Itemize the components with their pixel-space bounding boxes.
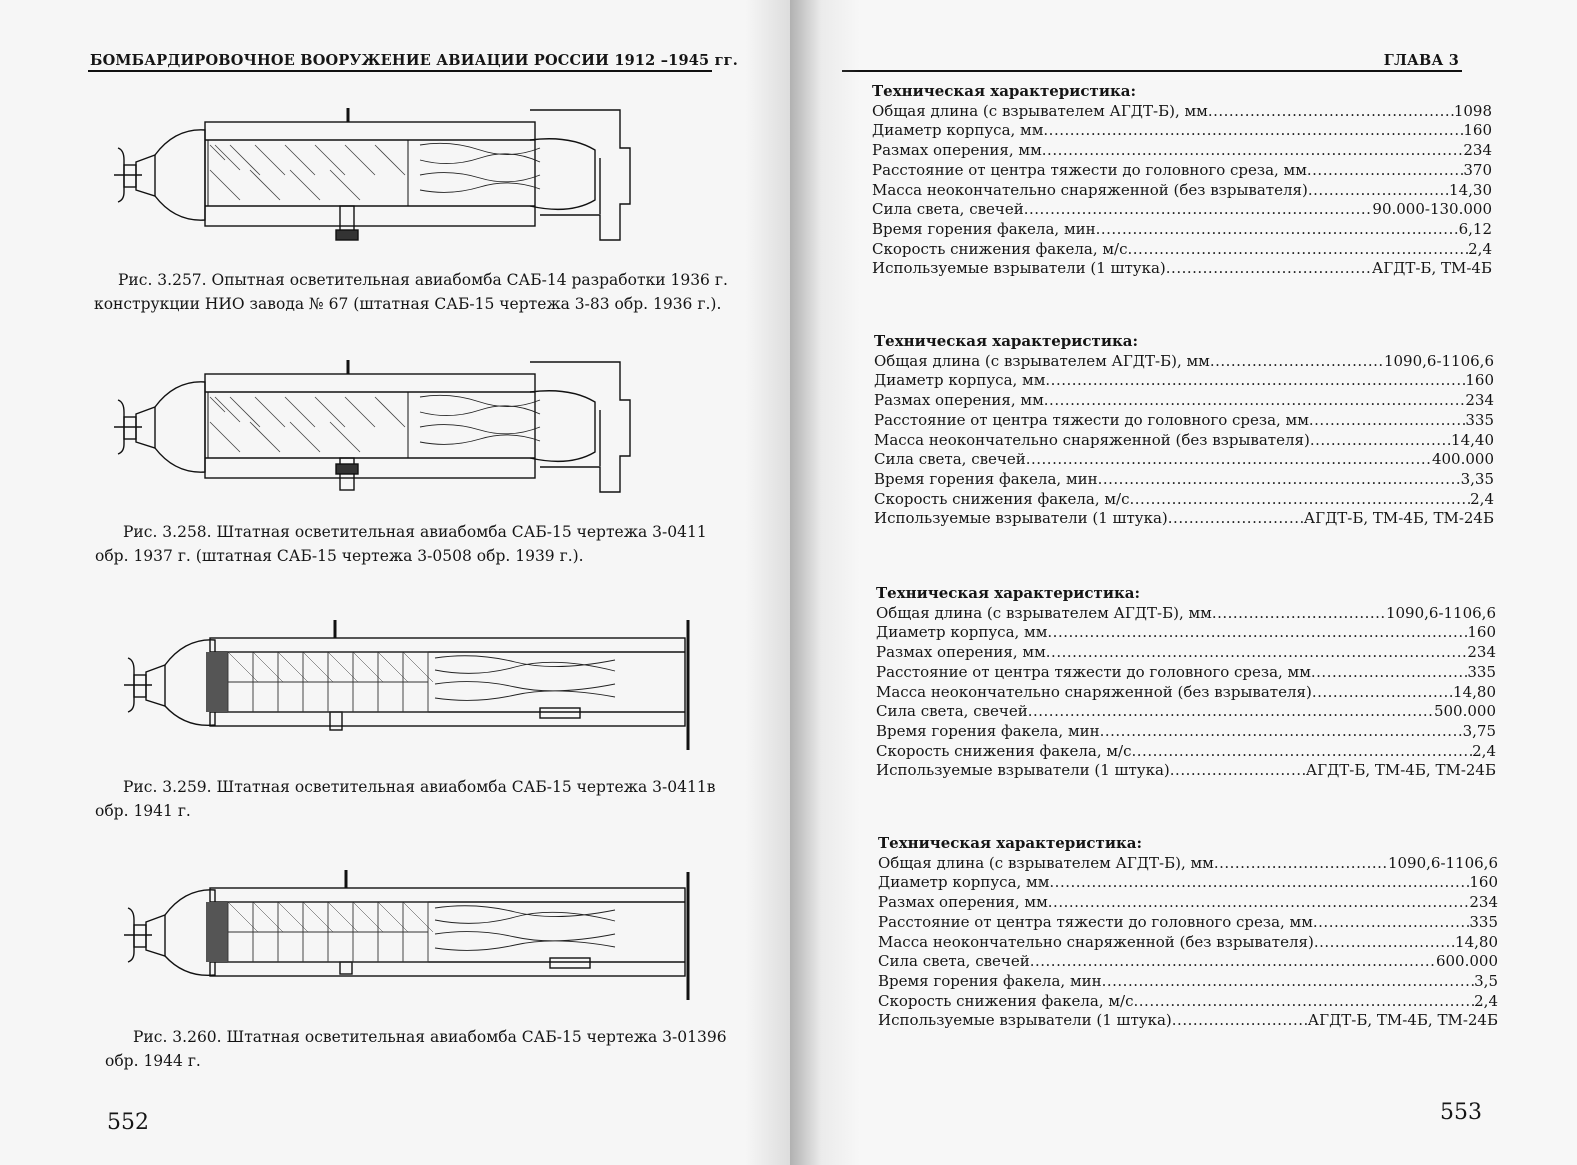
bomb-drawing-fig-3-259 xyxy=(110,610,710,760)
bomb-drawing-fig-3-260 xyxy=(110,860,710,1010)
spec-row: Скорость снижения факела, м/с ..... 2,4 xyxy=(876,742,1496,762)
spec-row: Используемые взрыватели (1 штука) ..... АГДТ-Б, ТМ-4Б xyxy=(872,259,1492,279)
spec-row: Время горения факела, мин ..... 3,5 xyxy=(878,972,1498,992)
spec-row: Используемые взрыватели (1 штука) ..... АГДТ-Б, ТМ-4Б, ТМ-24Б xyxy=(878,1011,1498,1031)
caption-line: Рис. 3.259. Штатная осветительная авиабомба САБ-15 чертежа 3-0411в xyxy=(123,778,716,796)
spec-row: Размах оперения, мм ..... 234 xyxy=(876,643,1496,663)
caption-line: Рис. 3.260. Штатная осветительная авиабомба САБ-15 чертежа 3-01396 xyxy=(133,1028,727,1046)
spec-row: Используемые взрыватели (1 штука) ..... АГДТ-Б, ТМ-4Б, ТМ-24Б xyxy=(876,761,1496,781)
spec-row: Диаметр корпуса, мм ..... 160 xyxy=(874,371,1494,391)
bomb-drawing-fig-3-258 xyxy=(100,352,710,502)
spec-title: Техническая характеристика: xyxy=(878,834,1143,852)
spec-row: Скорость снижения факела, м/с ..... 2,4 xyxy=(872,240,1492,260)
caption-line: конструкции НИО завода № 67 (штатная САБ-15 чертежа 3-83 обр. 1936 г.). xyxy=(94,295,722,313)
spec-row: Диаметр корпуса, мм ..... 160 xyxy=(876,623,1496,643)
spec-row: Размах оперения, мм ..... 234 xyxy=(872,141,1492,161)
caption-line: обр. 1944 г. xyxy=(105,1052,201,1070)
spec-row: Масса неокончательно снаряженной (без взрывателя) ..... 14,40 xyxy=(874,431,1494,451)
caption-line: Рис. 3.257. Опытная осветительная авиабомба САБ-14 разработки 1936 г. xyxy=(118,271,728,289)
bomb-drawing-fig-3-257 xyxy=(100,100,710,250)
spec-row: Расстояние от центра тяжести до головного среза, мм ..... 370 xyxy=(872,161,1492,181)
spec-block-1 xyxy=(872,82,1492,279)
right-page xyxy=(790,0,1577,1165)
spec-row: Сила света, свечей ..... 600.000 xyxy=(878,952,1498,972)
spec-block-4 xyxy=(878,834,1498,1031)
spec-row: Сила света, свечей ..... 400.000 xyxy=(874,450,1494,470)
spec-row: Диаметр корпуса, мм ..... 160 xyxy=(872,121,1492,141)
header-rule-right xyxy=(842,70,1462,72)
spec-row: Общая длина (с взрывателем АГДТ-Б), мм ..... 1090,6-1106,6 xyxy=(876,604,1496,624)
page-number-right: 553 xyxy=(1440,1100,1482,1125)
spec-row: Диаметр корпуса, мм ..... 160 xyxy=(878,873,1498,893)
caption-line: Рис. 3.258. Штатная осветительная авиабомба САБ-15 чертежа 3-0411 xyxy=(123,523,707,541)
figure-caption xyxy=(94,268,748,316)
spec-row: Скорость снижения факела, м/с ..... 2,4 xyxy=(878,992,1498,1012)
spec-title: Техническая характеристика: xyxy=(874,332,1139,350)
figure-caption xyxy=(95,520,725,568)
spec-block-2 xyxy=(874,332,1494,529)
spec-row: Время горения факела, мин ..... 3,75 xyxy=(876,722,1496,742)
spec-row: Расстояние от центра тяжести до головного среза, мм ..... 335 xyxy=(878,913,1498,933)
figure-caption xyxy=(95,775,725,823)
spec-row: Сила света, свечей ..... 500.000 xyxy=(876,702,1496,722)
spec-row: Размах оперения, мм ..... 234 xyxy=(874,391,1494,411)
spec-row: Скорость снижения факела, м/с ..... 2,4 xyxy=(874,490,1494,510)
spec-row: Масса неокончательно снаряженной (без взрывателя) ..... 14,30 xyxy=(872,181,1492,201)
spec-row: Время горения факела, мин ..... 6,12 xyxy=(872,220,1492,240)
spec-row: Размах оперения, мм ..... 234 xyxy=(878,893,1498,913)
spec-row: Общая длина (с взрывателем АГДТ-Б), мм ..... 1090,6-1106,6 xyxy=(874,352,1494,372)
spec-row: Используемые взрыватели (1 штука) ..... АГДТ-Б, ТМ-4Б, ТМ-24Б xyxy=(874,509,1494,529)
spec-row: Общая длина (с взрывателем АГДТ-Б), мм ..... 1090,6-1106,6 xyxy=(878,854,1498,874)
caption-line: обр. 1941 г. xyxy=(95,802,191,820)
spec-row: Масса неокончательно снаряженной (без взрывателя) ..... 14,80 xyxy=(878,933,1498,953)
spec-title: Техническая характеристика: xyxy=(872,82,1137,100)
spec-row: Время горения факела, мин ..... 3,35 xyxy=(874,470,1494,490)
spec-row: Расстояние от центра тяжести до головного среза, мм ..... 335 xyxy=(874,411,1494,431)
spec-block-3 xyxy=(876,584,1496,781)
caption-line: обр. 1937 г. (штатная САБ-15 чертежа 3-0508 обр. 1939 г.). xyxy=(95,547,584,565)
running-head-left: БОМБАРДИРОВОЧНОЕ ВООРУЖЕНИЕ АВИАЦИИ РОССИИ 1912 –1945 гг. xyxy=(90,52,738,69)
spec-title: Техническая характеристика: xyxy=(876,584,1141,602)
page-number-left: 552 xyxy=(107,1110,149,1135)
spec-row: Общая длина (с взрывателем АГДТ-Б), мм ..... 1098 xyxy=(872,102,1492,122)
figure-caption xyxy=(105,1025,735,1073)
running-head-right: ГЛАВА 3 xyxy=(1383,52,1459,69)
spec-row: Масса неокончательно снаряженной (без взрывателя) ..... 14,80 xyxy=(876,683,1496,703)
spec-row: Сила света, свечей ..... 90.000-130.000 xyxy=(872,200,1492,220)
header-rule-left xyxy=(88,70,712,72)
spec-row: Расстояние от центра тяжести до головного среза, мм ..... 335 xyxy=(876,663,1496,683)
